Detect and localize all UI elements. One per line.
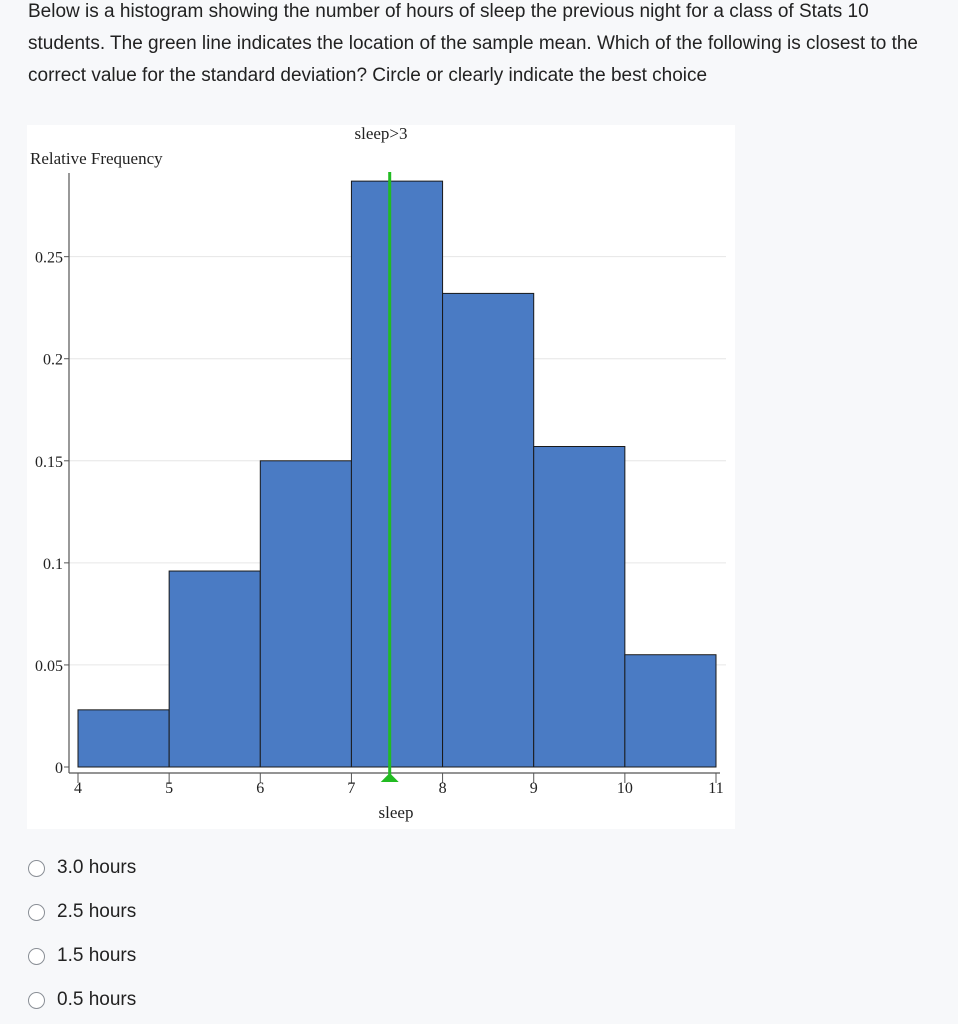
option-label: 0.5 hours — [57, 989, 137, 1010]
radio-button[interactable] — [28, 904, 45, 921]
histogram-chart — [27, 125, 735, 829]
option-label: 1.5 hours — [57, 945, 137, 966]
bar-layer — [78, 181, 716, 767]
option-3-0-hours[interactable] — [28, 846, 136, 890]
histogram-bar — [78, 710, 169, 767]
y-axis-label: Relative Frequency — [30, 149, 163, 168]
question-text: Below is a histogram showing the number of hours of sleep the previous night for a class of Stats 10 students. The green line indicates the location of the sample mean. Which of the following is closest to the correct value for the standard deviation? Circle or clearly indicate the best choice — [28, 1, 918, 86]
histogram-bar — [260, 461, 351, 767]
histogram-bar — [443, 293, 534, 767]
mean-marker — [381, 773, 399, 782]
x-tick-label: 6 — [256, 780, 265, 797]
option-label: 2.5 hours — [57, 901, 137, 922]
y-tick-label: 0.1 — [43, 555, 63, 573]
y-tick-label: 0 — [55, 760, 63, 777]
option-2-5-hours[interactable] — [28, 890, 136, 934]
radio-button[interactable] — [28, 860, 45, 877]
y-tick-label: 0.15 — [35, 453, 63, 471]
option-label: 3.0 hours — [57, 857, 137, 878]
x-tick-label: 11 — [708, 780, 724, 797]
histogram-bar — [169, 571, 260, 767]
y-tick-label: 0.2 — [43, 351, 63, 369]
answer-options — [28, 846, 136, 1022]
x-tick-label: 8 — [438, 780, 447, 797]
histogram-bar — [534, 447, 625, 767]
x-tick-label: 5 — [165, 780, 174, 797]
x-tick-label: 4 — [74, 780, 82, 797]
radio-button[interactable] — [28, 948, 45, 965]
x-tick-label: 10 — [616, 780, 633, 797]
y-tick-label: 0.25 — [35, 249, 63, 267]
histogram-bar — [351, 181, 442, 767]
option-1-5-hours[interactable] — [28, 934, 136, 978]
histogram-bar — [625, 655, 716, 767]
option-0-5-hours[interactable] — [28, 978, 136, 1022]
radio-button[interactable] — [28, 992, 45, 1009]
x-axis-label: sleep — [378, 803, 414, 822]
x-tick-label: 9 — [529, 780, 538, 797]
x-tick-label: 7 — [347, 780, 356, 797]
y-tick-label: 0.05 — [35, 657, 63, 675]
chart-title: sleep>3 — [354, 125, 408, 143]
histogram-svg — [27, 125, 735, 829]
